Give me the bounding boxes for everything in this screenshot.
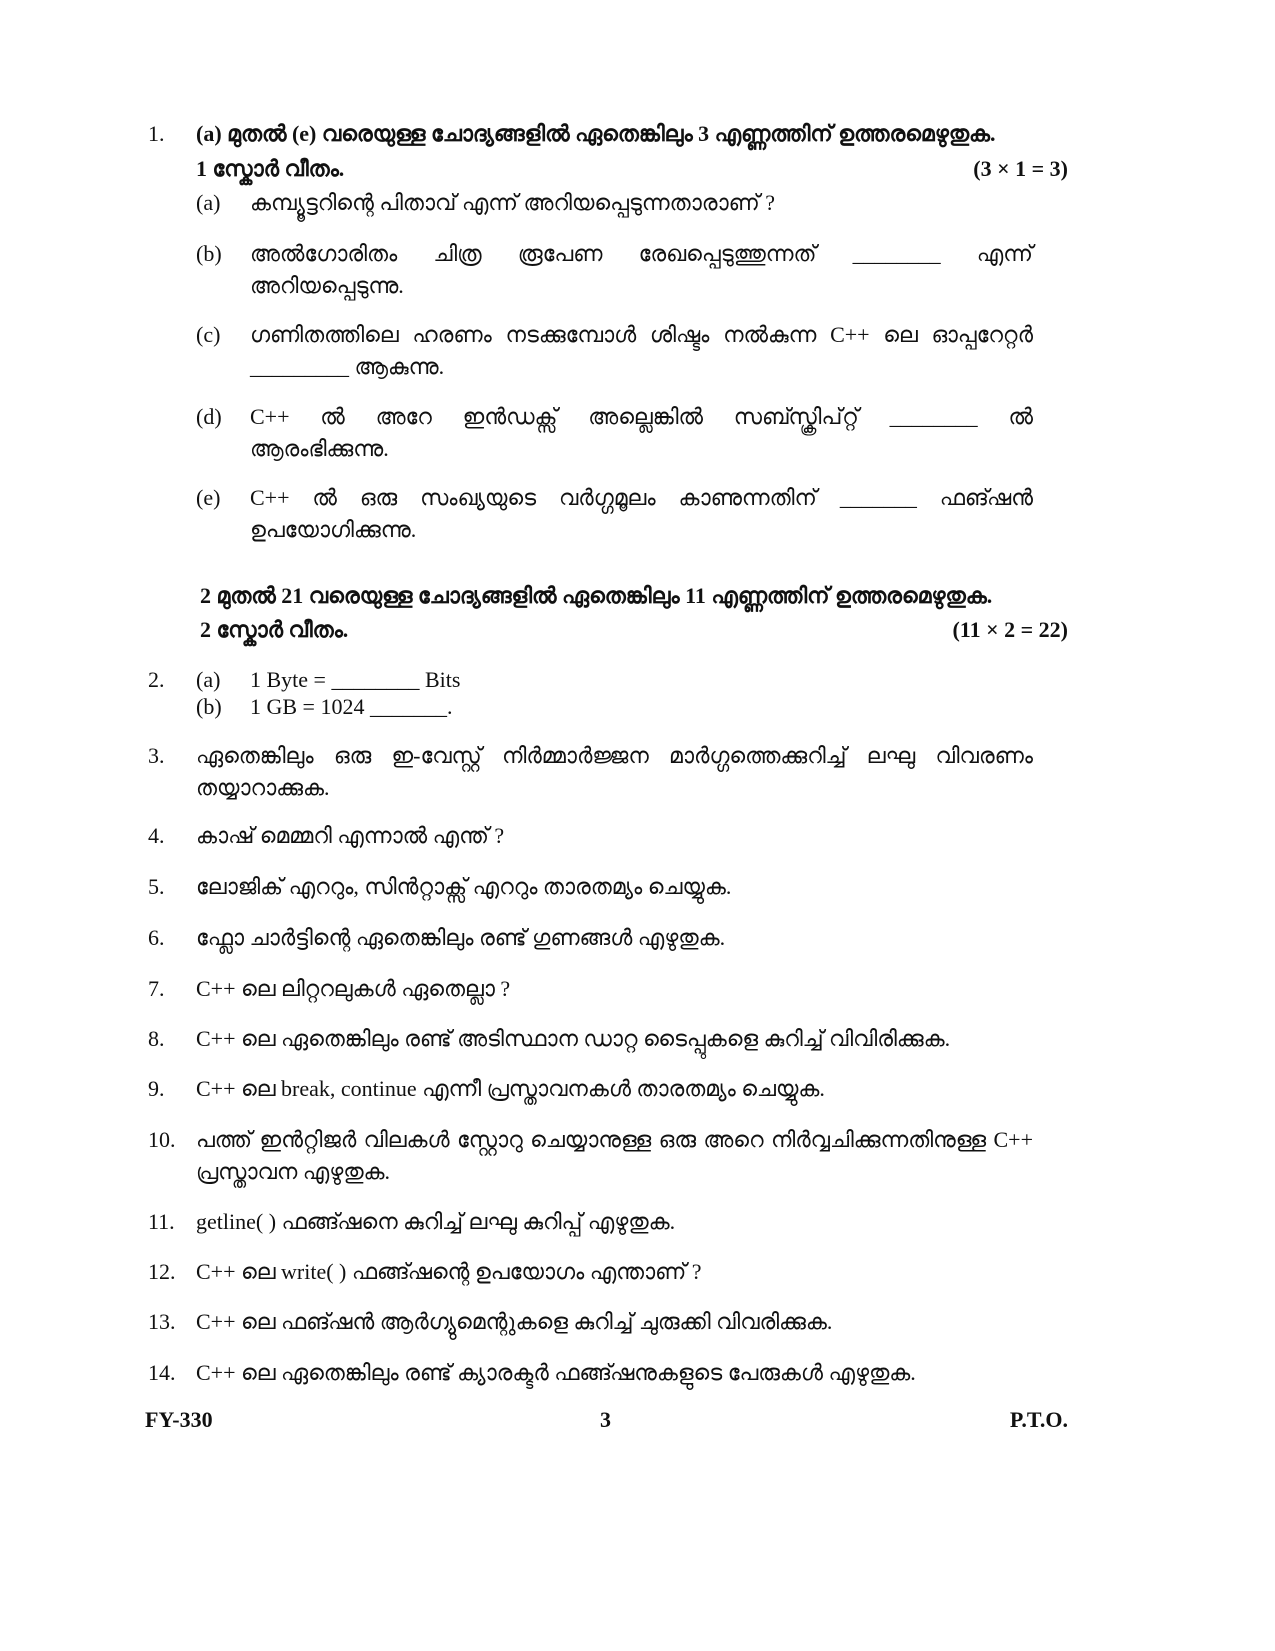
question-number: 7.	[148, 976, 165, 1001]
question-text: C++ ലെ break, continue എന്നീ പ്രസ്താവനകൾ താരതമ്യം ചെയ്യുക.	[196, 1076, 825, 1101]
question-number: 11.	[148, 1209, 175, 1234]
sub-question-text: C++ ൽ അറേ ഇൻഡക്സ് അല്ലെങ്കിൽ സബ്സ്ക്രിപ്റ്റ് ________ ൽ	[250, 404, 1033, 429]
sub-question-text: ഗണിതത്തിലെ ഹരണം നടക്കുമ്പോൾ ശിഷ്ടം നൽകുന്ന C++ ലെ ഓപ്പറേറ്റർ	[250, 322, 1033, 347]
sub-question-e	[250, 485, 1033, 543]
section1-score-note: 1 സ്കോർ വീതം.	[196, 156, 345, 181]
sub-label-c: (c)	[196, 322, 221, 347]
sub-label-a: (a)	[196, 190, 221, 215]
question-number: 14.	[148, 1360, 176, 1385]
question-item	[196, 743, 1033, 801]
sub-question-a	[250, 190, 1033, 216]
question-text: ഫ്ലോ ചാർട്ടിന്റെ ഏതെങ്കിലും രണ്ട് ഗുണങ്ങൾ എഴുതുക.	[196, 925, 726, 950]
question-text: കാഷ് മെമ്മറി എന്നാൽ എന്ത് ?	[196, 823, 505, 848]
section2-marks: (11 × 2 = 22)	[952, 617, 1068, 642]
sub-question-text: കമ്പ്യൂട്ടറിന്റെ പിതാവ് എന്ന് അറിയപ്പെടുന്നതാരാണ് ?	[250, 190, 776, 215]
section2-instruction: 2 മുതൽ 21 വരെയുള്ള ചോദ്യങ്ങളിൽ ഏതെങ്കിലും 11 എണ്ണത്തിന് ഉത്തരമെഴുതുക.	[200, 583, 993, 608]
sub-question-b	[250, 241, 1033, 299]
question-number: 3.	[148, 743, 165, 768]
question-item	[196, 1127, 1033, 1185]
paper-code: FY-330	[145, 1407, 213, 1432]
question-number: 1.	[148, 121, 165, 146]
question-text: C++ ലെ ലിറ്ററലുകൾ ഏതെല്ലാ ?	[196, 976, 511, 1001]
sub-question-text-cont: _________ ആകുന്നു.	[250, 354, 445, 379]
page-number: 3	[600, 1407, 611, 1432]
q2-a-label: (a)	[196, 667, 221, 692]
sub-label-e: (e)	[196, 485, 221, 510]
sub-label-d: (d)	[196, 404, 222, 429]
question-text: C++ ലെ write( ) ഫങ്ങ്ഷന്റെ ഉപയോഗം എന്താണ് ?	[196, 1259, 702, 1284]
question-number: 9.	[148, 1076, 165, 1101]
sub-question-text-cont: ആരംഭിക്കുന്നു.	[250, 436, 389, 461]
question-number: 13.	[148, 1309, 176, 1334]
sub-question-text-cont: ഉപയോഗിക്കുന്നു.	[250, 517, 417, 542]
sub-question-text: C++ ൽ ഒരു സംഖ്യയുടെ വർഗ്ഗമൂലം കാണുന്നതിന് _______ ഫങ്ഷൻ	[250, 485, 1033, 510]
question-number: 4.	[148, 823, 165, 848]
q2-b-text: 1 GB = 1024 _______.	[250, 694, 453, 719]
please-turn-over: P.T.O.	[1009, 1407, 1068, 1432]
question-number: 5.	[148, 874, 165, 899]
question-text-cont: തയ്യാറാക്കുക.	[196, 775, 330, 800]
sub-label-b: (b)	[196, 241, 222, 266]
question-number: 12.	[148, 1259, 176, 1284]
question-text: C++ ലെ ഏതെങ്കിലും രണ്ട് ക്യാരക്ടർ ഫങ്ങ്ഷനുകളുടെ പേരുകൾ എഴുതുക.	[196, 1360, 916, 1385]
section1-instruction: (a) മുതൽ (e) വരെയുള്ള ചോദ്യങ്ങളിൽ ഏതെങ്കിലും 3 എണ്ണത്തിന് ഉത്തരമെഴുതുക.	[196, 121, 996, 146]
sub-question-d	[250, 404, 1033, 462]
question-number: 8.	[148, 1026, 165, 1051]
question-text: getline( ) ഫങ്ങ്ഷനെ കുറിച്ച് ലഘു കുറിപ്പ് എഴുതുക.	[196, 1209, 676, 1234]
q2-a-text: 1 Byte = ________ Bits	[250, 667, 461, 692]
sub-question-text-cont: അറിയപ്പെടുന്നു.	[250, 273, 404, 298]
question-text: ഏതെങ്കിലും ഒരു ഇ-വേസ്റ്റ് നിർമ്മാർജ്ജന മാർഗ്ഗത്തെക്കുറിച്ച് ലഘു വിവരണം	[196, 743, 1033, 768]
section2-score-note: 2 സ്കോർ വീതം.	[200, 617, 349, 642]
question-text-cont: പ്രസ്താവന എഴുതുക.	[196, 1159, 391, 1184]
question-text: പത്ത് ഇൻറ്റിജർ വിലകൾ സ്റ്റോറു ചെയ്യാനുള്ള ഒരു അറെ നിർവ്വചിക്കുന്നതിനുള്ള C++	[196, 1127, 1033, 1152]
question-number: 6.	[148, 925, 165, 950]
q2-b-label: (b)	[196, 694, 222, 719]
question-text: C++ ലെ ഏതെങ്കിലും രണ്ട് അടിസ്ഥാന ഡാറ്റ ടൈപ്പുകളെ കുറിച്ച് വിവിരിക്കുക.	[196, 1026, 951, 1051]
question-number: 2.	[148, 667, 165, 692]
section1-marks: (3 × 1 = 3)	[973, 156, 1068, 181]
question-text: C++ ലെ ഫങ്ഷൻ ആർഗ്യുമെന്റുകളെ കുറിച്ച് ചുരുക്കി വിവരിക്കുക.	[196, 1309, 833, 1334]
question-text: ലോജിക് എററും, സിൻറ്റാക്സ് എററും താരതമ്യം ചെയ്യുക.	[196, 874, 732, 899]
sub-question-c	[250, 322, 1033, 380]
sub-question-text: അൽഗോരിതം ചിത്ര രൂപേണ രേഖപ്പെടുത്തുന്നത് ________ എന്ന്	[250, 241, 1033, 266]
question-number: 10.	[148, 1127, 176, 1152]
